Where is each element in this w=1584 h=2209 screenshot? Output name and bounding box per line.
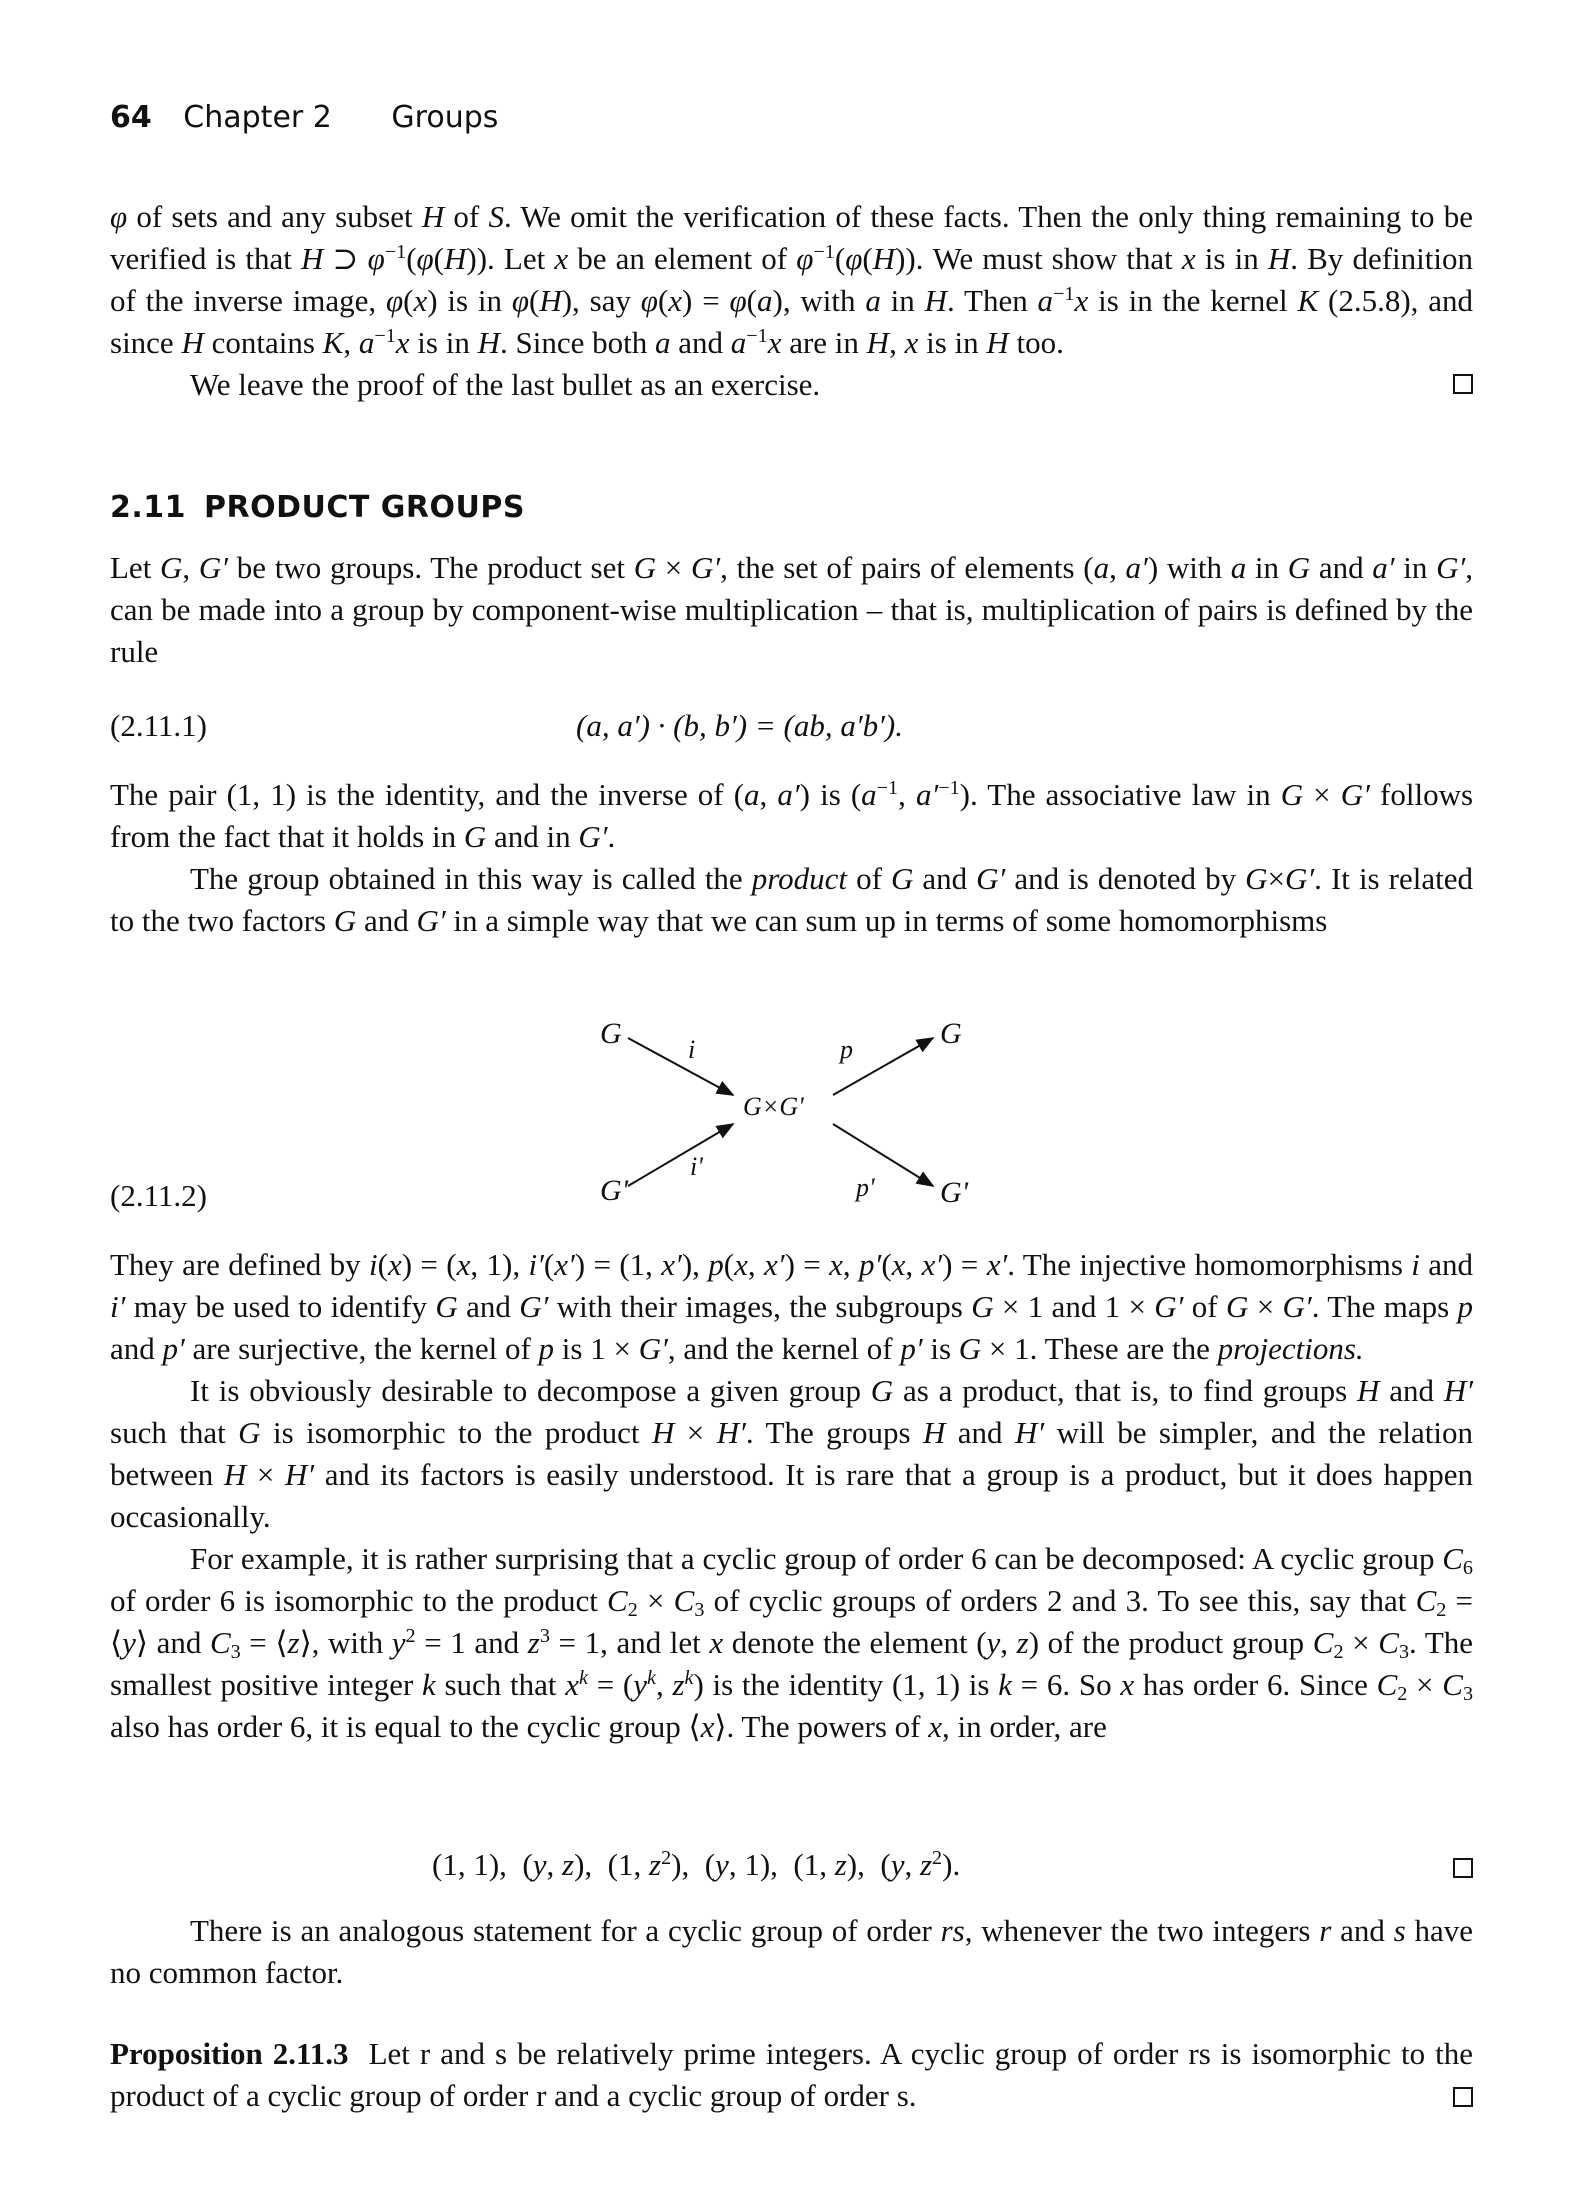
running-head	[110, 100, 498, 135]
chapter-title: Groups	[391, 100, 499, 135]
section-number: 2.11	[110, 490, 187, 525]
label-i: i	[688, 1035, 696, 1064]
qed-box	[1453, 2087, 1473, 2107]
node-bottom-right: G'	[940, 1176, 969, 1209]
label-i-prime: i'	[690, 1152, 703, 1181]
analogous-statement-paragraph: There is an analogous statement for a cyclic group of order rs, whenever the two integers r and s have no common factor.	[110, 1913, 1473, 1990]
qed-box	[1453, 374, 1473, 394]
equation-number: (2.11.2)	[110, 1178, 207, 1213]
homomorphism-diagram	[560, 1010, 1000, 1220]
projections-paragraph: They are defined by i(x) = (x, 1), i′(x′) = (1, x′), p(x, x′) = x, p′(x, x′) = x′. The injective homomorphisms i and i′ may be used to identify G and G′ with their images, the subgroups G × 1 and 1 × G′ of G × G′. The maps p and p′ are surjective, the kernel of p is 1 × G′, and the kernel of p′ is G × 1. These are the projections. It is obviously desirable to decompose a given group G as a product, that is, to find groups H and H′ such that G is isomorphic to the product H × H′. The groups H and H′ will be simpler, and the relation between H × H′ and its factors is easily understood. It is rare that a group is a product, but it does happen occasionally. For example, it is rather surprising that a cyclic group of order 6 can be decomposed: A cyclic group $C_6$ of order 6 is isomorphic to the product $C_2 \times C_3$ of cyclic groups of orders 2 and 3. To see this, say that $C_2$ = ⟨y⟩ and $C_3$ = ⟨z⟩, with $y^2 = 1$ and $z^3 = 1$, and let x denote the element (y, z) of the product group $C_2 \times C_3$. The smallest positive integer k such that $x^k = (y^k$, $z^k$) is the identity (1, 1) is k = 6. So x has order 6. Since $C_2 \times C_3$ also has order 6, it is equal to the cyclic group ⟨x⟩. The powers of x, in order, are	[110, 1247, 1474, 1744]
section-title: PRODUCT GROUPS	[204, 490, 525, 525]
proposition-text: Let r and s be relatively prime integers. A cyclic group of order rs is isomorphic to the product of a cyclic group of order r and a cyclic group of order s.	[110, 2036, 1473, 2113]
section-heading	[110, 490, 525, 525]
node-bottom-left: G'	[600, 1174, 629, 1207]
arrow-p-prime	[833, 1124, 933, 1186]
arrow-i	[628, 1038, 733, 1095]
proposition-label: Proposition 2.11.3	[110, 2036, 349, 2071]
page-number: 64	[110, 100, 152, 135]
opening-paragraph: φ of sets and any subset H of S. We omit the verification of these facts. Then the only thing remaining to be verified is that H ⊃ $\varphi^{-1}(\varphi(H))$. Let x be an element of $\varphi^{-1}(\varphi(H))$. We must show that x is in H. By definition of the inverse image, φ(x) is in φ(H), say φ(x) = φ(a), with a in H. Then $a^{-1}x$ is in the kernel K (2.5.8), and since H contains K, $a^{-1}x$ is in H. Since both a and $a^{-1}x$ are in H, x is in H too. We leave the proof of the last bullet as an exercise.	[110, 199, 1474, 402]
proposition-2-11-3	[110, 2033, 1473, 2117]
node-top-right: G	[940, 1017, 962, 1050]
identity-inverse-paragraph: The pair (1, 1) is the identity, and the inverse of (a, a′) is ($a^{-1}$, $a'^{-1}$). The associative law in G × G′ follows from the fact that it holds in G and in G′. The group obtained in this way is called the product of G and G′ and is denoted by G×G′. It is related to the two factors G and G′ in a simple way that we can sum up in terms of some homomorphisms	[110, 776, 1474, 938]
equation-pair-multiplication: (a, a′) · (b, b′) = (ab, a′b′).	[576, 708, 903, 743]
label-p: p	[840, 1035, 853, 1064]
arrow-i-prime	[628, 1124, 733, 1186]
product-definition-paragraph: Let G, G′ be two groups. The product set G × G′, the set of pairs of elements (a, a′) with a in G and a′ in G′, can be made into a group by component-wise multiplication – that is, multiplication of pairs is defined by the rule	[110, 550, 1474, 669]
label-p-prime: p'	[856, 1173, 875, 1202]
equation-powers-of-x: (1, 1), (y, z), (1, $z^2$), (y, 1), (1, z), (y, $z^2$).	[432, 1846, 961, 1882]
qed-box	[1453, 1858, 1473, 1878]
equation-number: (2.11.1)	[110, 708, 207, 743]
node-top-left: G	[600, 1017, 622, 1050]
node-center: G×G'	[743, 1092, 804, 1121]
chapter-label: Chapter 2	[183, 100, 332, 135]
